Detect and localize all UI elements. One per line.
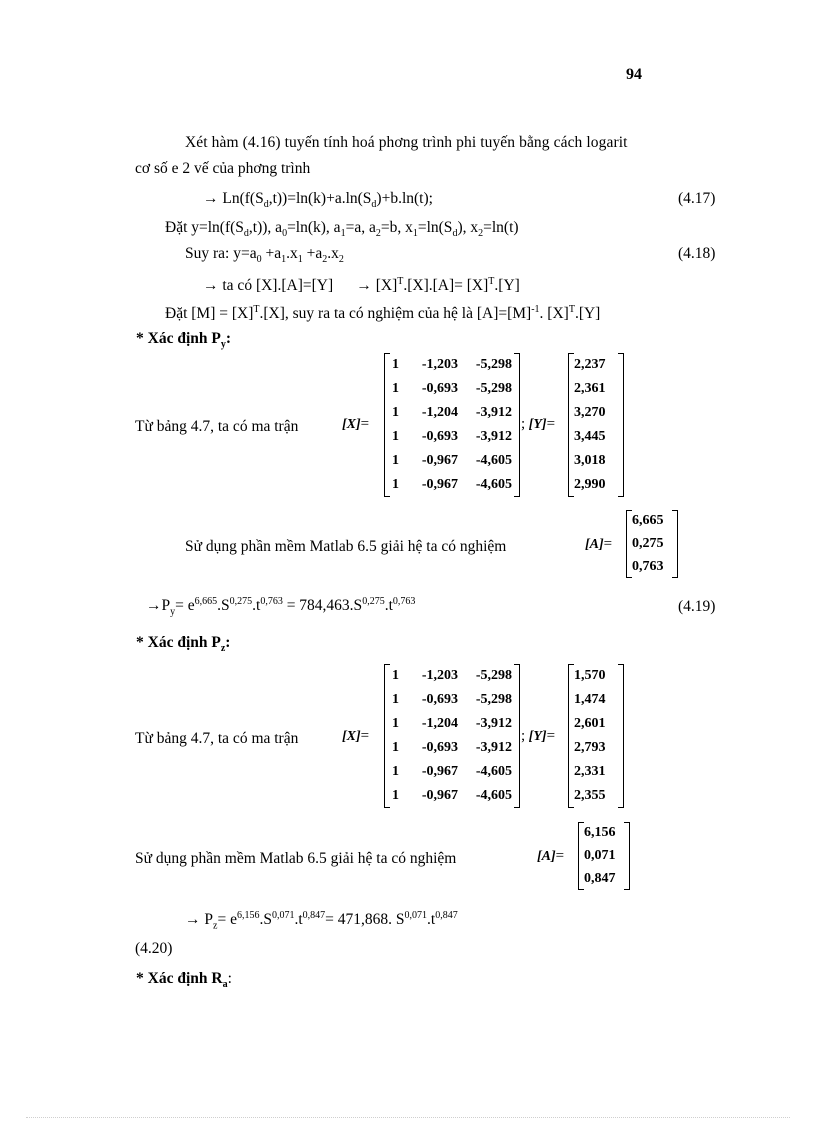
py-result-equation: $\to P_y= e^{6,665}.S^{0,275}.t^{0,763} = 784,463.S^{0,275}.t^{0,763}$ [146, 596, 416, 618]
py-intro: Từ bảng 4.7, ta có ma trận [135, 418, 299, 435]
py-a-label: [A]= [585, 536, 613, 552]
variable-definition: Đặt $y=\ln(f(S_d,t))$, $a_0=\ln(k)$, $a_1=a$, $a_2=b$, $x_1=\ln(S_d)$, $x_2=\ln(t)$ [165, 219, 519, 240]
pz-a-label: [A]= [537, 848, 565, 864]
arrow-icon: → [356, 277, 372, 295]
equation-4-18: Suy ra: $y=a_0 +a_1.x_1 +a_2.x_2$ [185, 245, 344, 266]
equation-number-4-18: (4.18) [678, 245, 716, 262]
pz-result-equation: → $P_z= e^{6,156}.S^{0,071}.t^{0,847}= 471,868$. $S^{0,071}.t^{0,847}$ [185, 910, 458, 932]
equation-number-4-19: (4.19) [678, 598, 716, 615]
section-heading-py: * Xác định $P_y$: [136, 330, 232, 351]
pz-y-vector: 1,570 1,474 2,601 2,793 2,331 2,355 [568, 664, 624, 808]
pz-a-vector: 6,156 0,071 0,847 [578, 822, 630, 890]
section-heading-pz: * Xác định $P_z$: [136, 634, 231, 655]
equation-number-4-17: (4.17) [678, 190, 716, 207]
matrix-row: 1 -1,204 -3,912 [392, 405, 512, 420]
arrow-icon: → [146, 597, 162, 615]
matrix-row: 1 -0,693 -3,912 [392, 429, 512, 444]
arrow-icon: → [203, 190, 219, 207]
pz-solve-text: Sử dụng phần mềm Matlab 6.5 giải hệ ta có nghiệm [135, 850, 457, 867]
matrix-m-definition: Đặt $[M] = [X]^T.[X]$, suy ra ta có nghiệm của hệ là $[A]=[M]^{-1}$. $[X]^T.[Y]$ [165, 304, 601, 323]
arrow-icon: → [185, 911, 201, 929]
py-y-label: ; [Y]= [521, 416, 556, 432]
paragraph-line-1: Xét hàm (4.16) tuyến tính hoá phơng trình phi tuyến bằng cách logarit [185, 134, 628, 151]
pz-intro: Từ bảng 4.7, ta có ma trận [135, 730, 299, 747]
matrix-row: 1 -1,203 -5,298 [392, 357, 512, 372]
matrix-row: 1 -0,967 -4,605 [392, 477, 512, 492]
matrix-row: 1 -0,693 -5,298 [392, 381, 512, 396]
matrix-row: 1 -0,967 -4,605 [392, 788, 512, 803]
equation-number-4-20: (4.20) [135, 940, 173, 957]
section-heading-ra: * Xác định $R_a$: [136, 970, 232, 991]
page-number: 94 [626, 66, 642, 83]
pz-x-label: [X]= [342, 728, 370, 744]
pz-y-label: ; [Y]= [521, 728, 556, 744]
matrix-row: 1 -1,203 -5,298 [392, 668, 512, 683]
py-y-vector: 2,237 2,361 3,270 3,445 3,018 2,990 [568, 353, 624, 497]
py-x-label: [X]= [342, 416, 370, 432]
pz-x-matrix [384, 664, 520, 808]
py-a-vector: 6,665 0,275 0,763 [626, 510, 678, 578]
arrow-icon: → [203, 277, 219, 295]
page-bottom-divider [26, 1117, 790, 1118]
matrix-row: 1 -1,204 -3,912 [392, 716, 512, 731]
matrix-row: 1 -0,693 -5,298 [392, 692, 512, 707]
equation-4-17: → $Ln(f(S_d,t))=\ln(k)+a.\ln(S_d)+b.\ln(t)$; [203, 190, 433, 211]
matrix-row: 1 -0,693 -3,912 [392, 740, 512, 755]
py-solve-text: Sử dụng phần mềm Matlab 6.5 giải hệ ta có nghiệm [185, 538, 507, 555]
matrix-row: 1 -0,967 -4,605 [392, 764, 512, 779]
matrix-system: → ta có [X].[A]=[Y] → $[X]^T.[X].[A]= [X]^T.[Y]$ [203, 276, 520, 295]
py-x-matrix [384, 353, 520, 497]
matrix-row: 1 -0,967 -4,605 [392, 453, 512, 468]
paragraph-line-2: cơ số e 2 vế của phơng trình [135, 160, 311, 177]
